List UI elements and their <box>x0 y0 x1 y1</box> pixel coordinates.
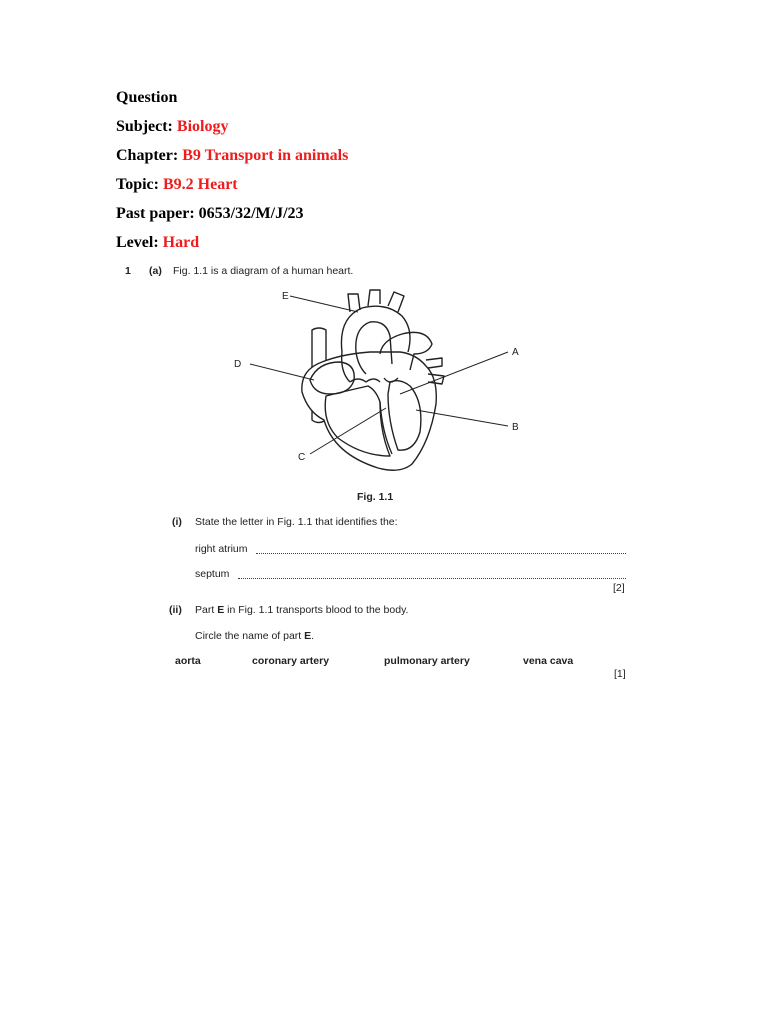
sub-ii-number: (ii) <box>169 604 182 616</box>
sub-i-prompt: State the letter in Fig. 1.1 that identifies the: <box>195 516 398 528</box>
question-part: (a) <box>149 265 162 277</box>
topic-line: Topic: B9.2 Heart <box>116 176 238 193</box>
sub-i-number: (i) <box>172 516 182 528</box>
topic-value: B9.2 Heart <box>162 176 238 193</box>
label-c: C <box>298 452 306 463</box>
sub-i-marks: [2] <box>613 582 625 594</box>
option-vena-cava[interactable]: vena cava <box>523 655 574 667</box>
question-intro: Fig. 1.1 is a diagram of a human heart. <box>173 265 354 277</box>
septum-label: septum <box>195 568 230 580</box>
label-b: B <box>512 422 519 433</box>
right-atrium-answer-line[interactable] <box>256 553 626 554</box>
past-paper-value: 0653/32/M/J/23 <box>198 205 304 222</box>
sub-ii-text: Part E in Fig. 1.1 transports blood to the body. <box>195 604 409 616</box>
label-a: A <box>512 347 519 358</box>
subject-line: Subject: Biology <box>116 118 229 135</box>
heart-diagram <box>230 282 530 492</box>
question-number: 1 <box>125 265 131 277</box>
chapter-value: B9 Transport in animals <box>182 147 349 164</box>
sub-ii-marks: [1] <box>614 668 626 680</box>
label-e: E <box>282 291 289 302</box>
septum-answer-line[interactable] <box>238 578 626 579</box>
subject-value: Biology <box>176 118 229 135</box>
level-line: Level: Hard <box>116 234 200 251</box>
chapter-line: Chapter: B9 Transport in animals <box>116 147 349 164</box>
past-paper-line: Past paper: 0653/32/M/J/23 <box>116 205 304 222</box>
figure-caption: Fig. 1.1 <box>357 491 394 503</box>
option-coronary-artery[interactable]: coronary artery <box>252 655 330 667</box>
level-value: Hard <box>162 234 200 251</box>
label-d: D <box>234 359 242 370</box>
option-aorta[interactable]: aorta <box>175 655 201 667</box>
right-atrium-label: right atrium <box>195 543 248 555</box>
sub-ii-prompt: Circle the name of part E. <box>195 630 315 642</box>
option-pulmonary-artery[interactable]: pulmonary artery <box>384 655 470 667</box>
question-heading: Question <box>116 89 178 106</box>
